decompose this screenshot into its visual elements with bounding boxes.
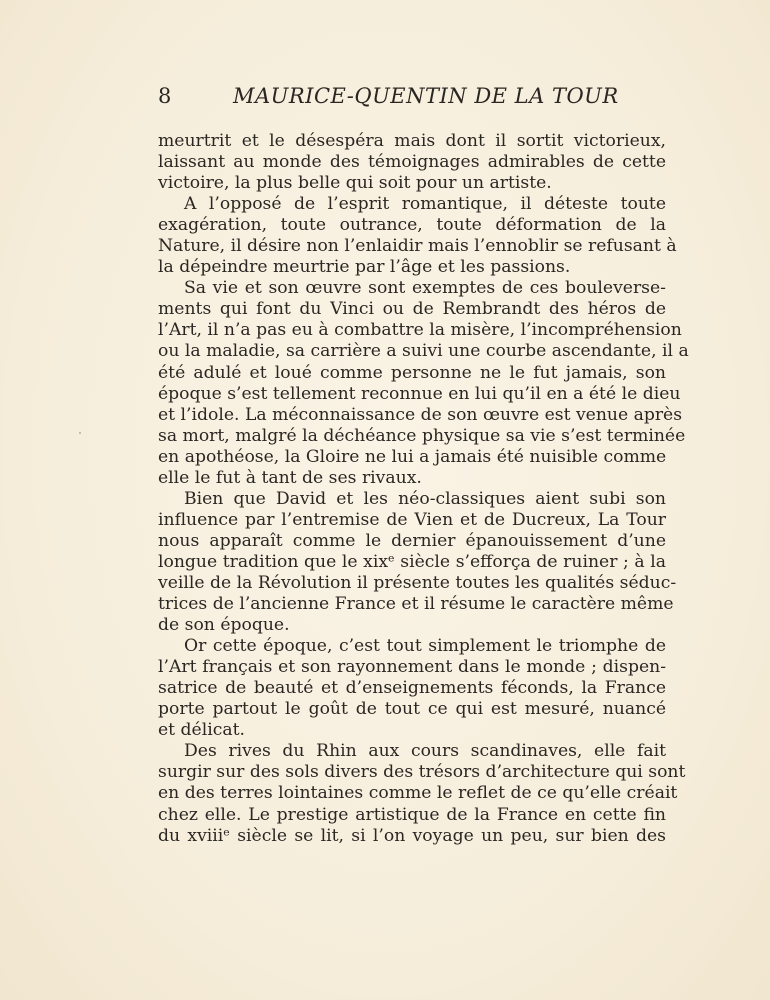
text-line: Bien que David et les néo-classiques aient subi son [184, 488, 666, 509]
text-line: trices de l’ancienne France et il résume le caractère même [158, 594, 674, 615]
page-number: 8 [158, 84, 172, 108]
body-text [158, 131, 689, 847]
text-line: ou la maladie, sa carrière a suivi une courbe ascendante, il a [158, 341, 689, 362]
text-line: exagération, toute outrance, toute déformation de la [158, 215, 666, 236]
text-line: Sa vie et son œuvre sont exemptes de ces bouleverse- [184, 278, 666, 299]
text-line: elle le fut à tant de ses rivaux. [158, 467, 422, 488]
text-line: l’Art, il n’a pas eu à combattre la misère, l’incompréhension [158, 320, 682, 341]
text-line: A l’opposé de l’esprit romantique, il déteste toute [184, 194, 666, 215]
text-line: ments qui font du Vinci ou de Rembrandt des héros de [158, 299, 666, 320]
text-line: Or cette époque, c’est tout simplement le triomphe de [184, 636, 666, 657]
paper-speck [79, 432, 81, 434]
text-line: et l’idole. La méconnaissance de son œuvre est venue après [158, 404, 683, 425]
text-line: époque s’est tellement reconnue en lui qu’il en a été le dieu [158, 383, 681, 404]
text-line: chez elle. Le prestige artistique de la France en cette fin [158, 804, 666, 825]
text-line: veille de la Révolution il présente toutes les qualités séduc- [158, 572, 677, 593]
text-line: en apothéose, la Gloire ne lui a jamais été nuisible comme [158, 446, 667, 467]
text-line: meurtrit et le désespéra mais dont il sortit victorieux, [158, 131, 666, 151]
text-line: sa mort, malgré la déchéance physique sa vie s’est terminée [158, 425, 686, 446]
text-line: du xviiiᵉ siècle se lit, si l’on voyage un peu, sur bien des [158, 825, 666, 846]
text-line: la dépeindre meurtrie par l’âge et les passions. [158, 257, 571, 278]
text-line: satrice de beauté et d’enseignements féconds, la France [158, 678, 666, 699]
page-header [158, 84, 638, 116]
text-line: victoire, la plus belle qui soit pour un artiste. [158, 173, 552, 194]
text-line: en des terres lointaines comme le reflet de ce qu’elle créait [158, 783, 678, 804]
text-line: porte partout le goût de tout ce qui est mesuré, nuancé [158, 699, 666, 720]
text-line: laissant au monde des témoignages admirables de cette [158, 152, 666, 173]
text-line: et délicat. [158, 720, 245, 741]
text-line: influence par l’entremise de Vien et de Ducreux, La Tour [158, 509, 666, 530]
text-line: surgir sur des sols divers des trésors d’architecture qui sont [158, 762, 686, 783]
running-title: MAURICE-QUENTIN DE LA TOUR [233, 84, 619, 108]
text-line: l’Art français et son rayonnement dans le monde ; dispen- [158, 657, 666, 678]
text-line: nous apparaît comme le dernier épanouissement d’une [158, 530, 666, 551]
text-line: été adulé et loué comme personne ne le fut jamais, son [158, 362, 666, 383]
text-line: longue tradition que le xixᵉ siècle s’efforça de ruiner ; à la [158, 551, 666, 572]
text-line: de son époque. [158, 615, 290, 636]
text-line: Nature, il désire non l’enlaidir mais l’ennoblir se refusant à [158, 236, 677, 257]
text-line: Des rives du Rhin aux cours scandinaves, elle fait [184, 741, 666, 762]
